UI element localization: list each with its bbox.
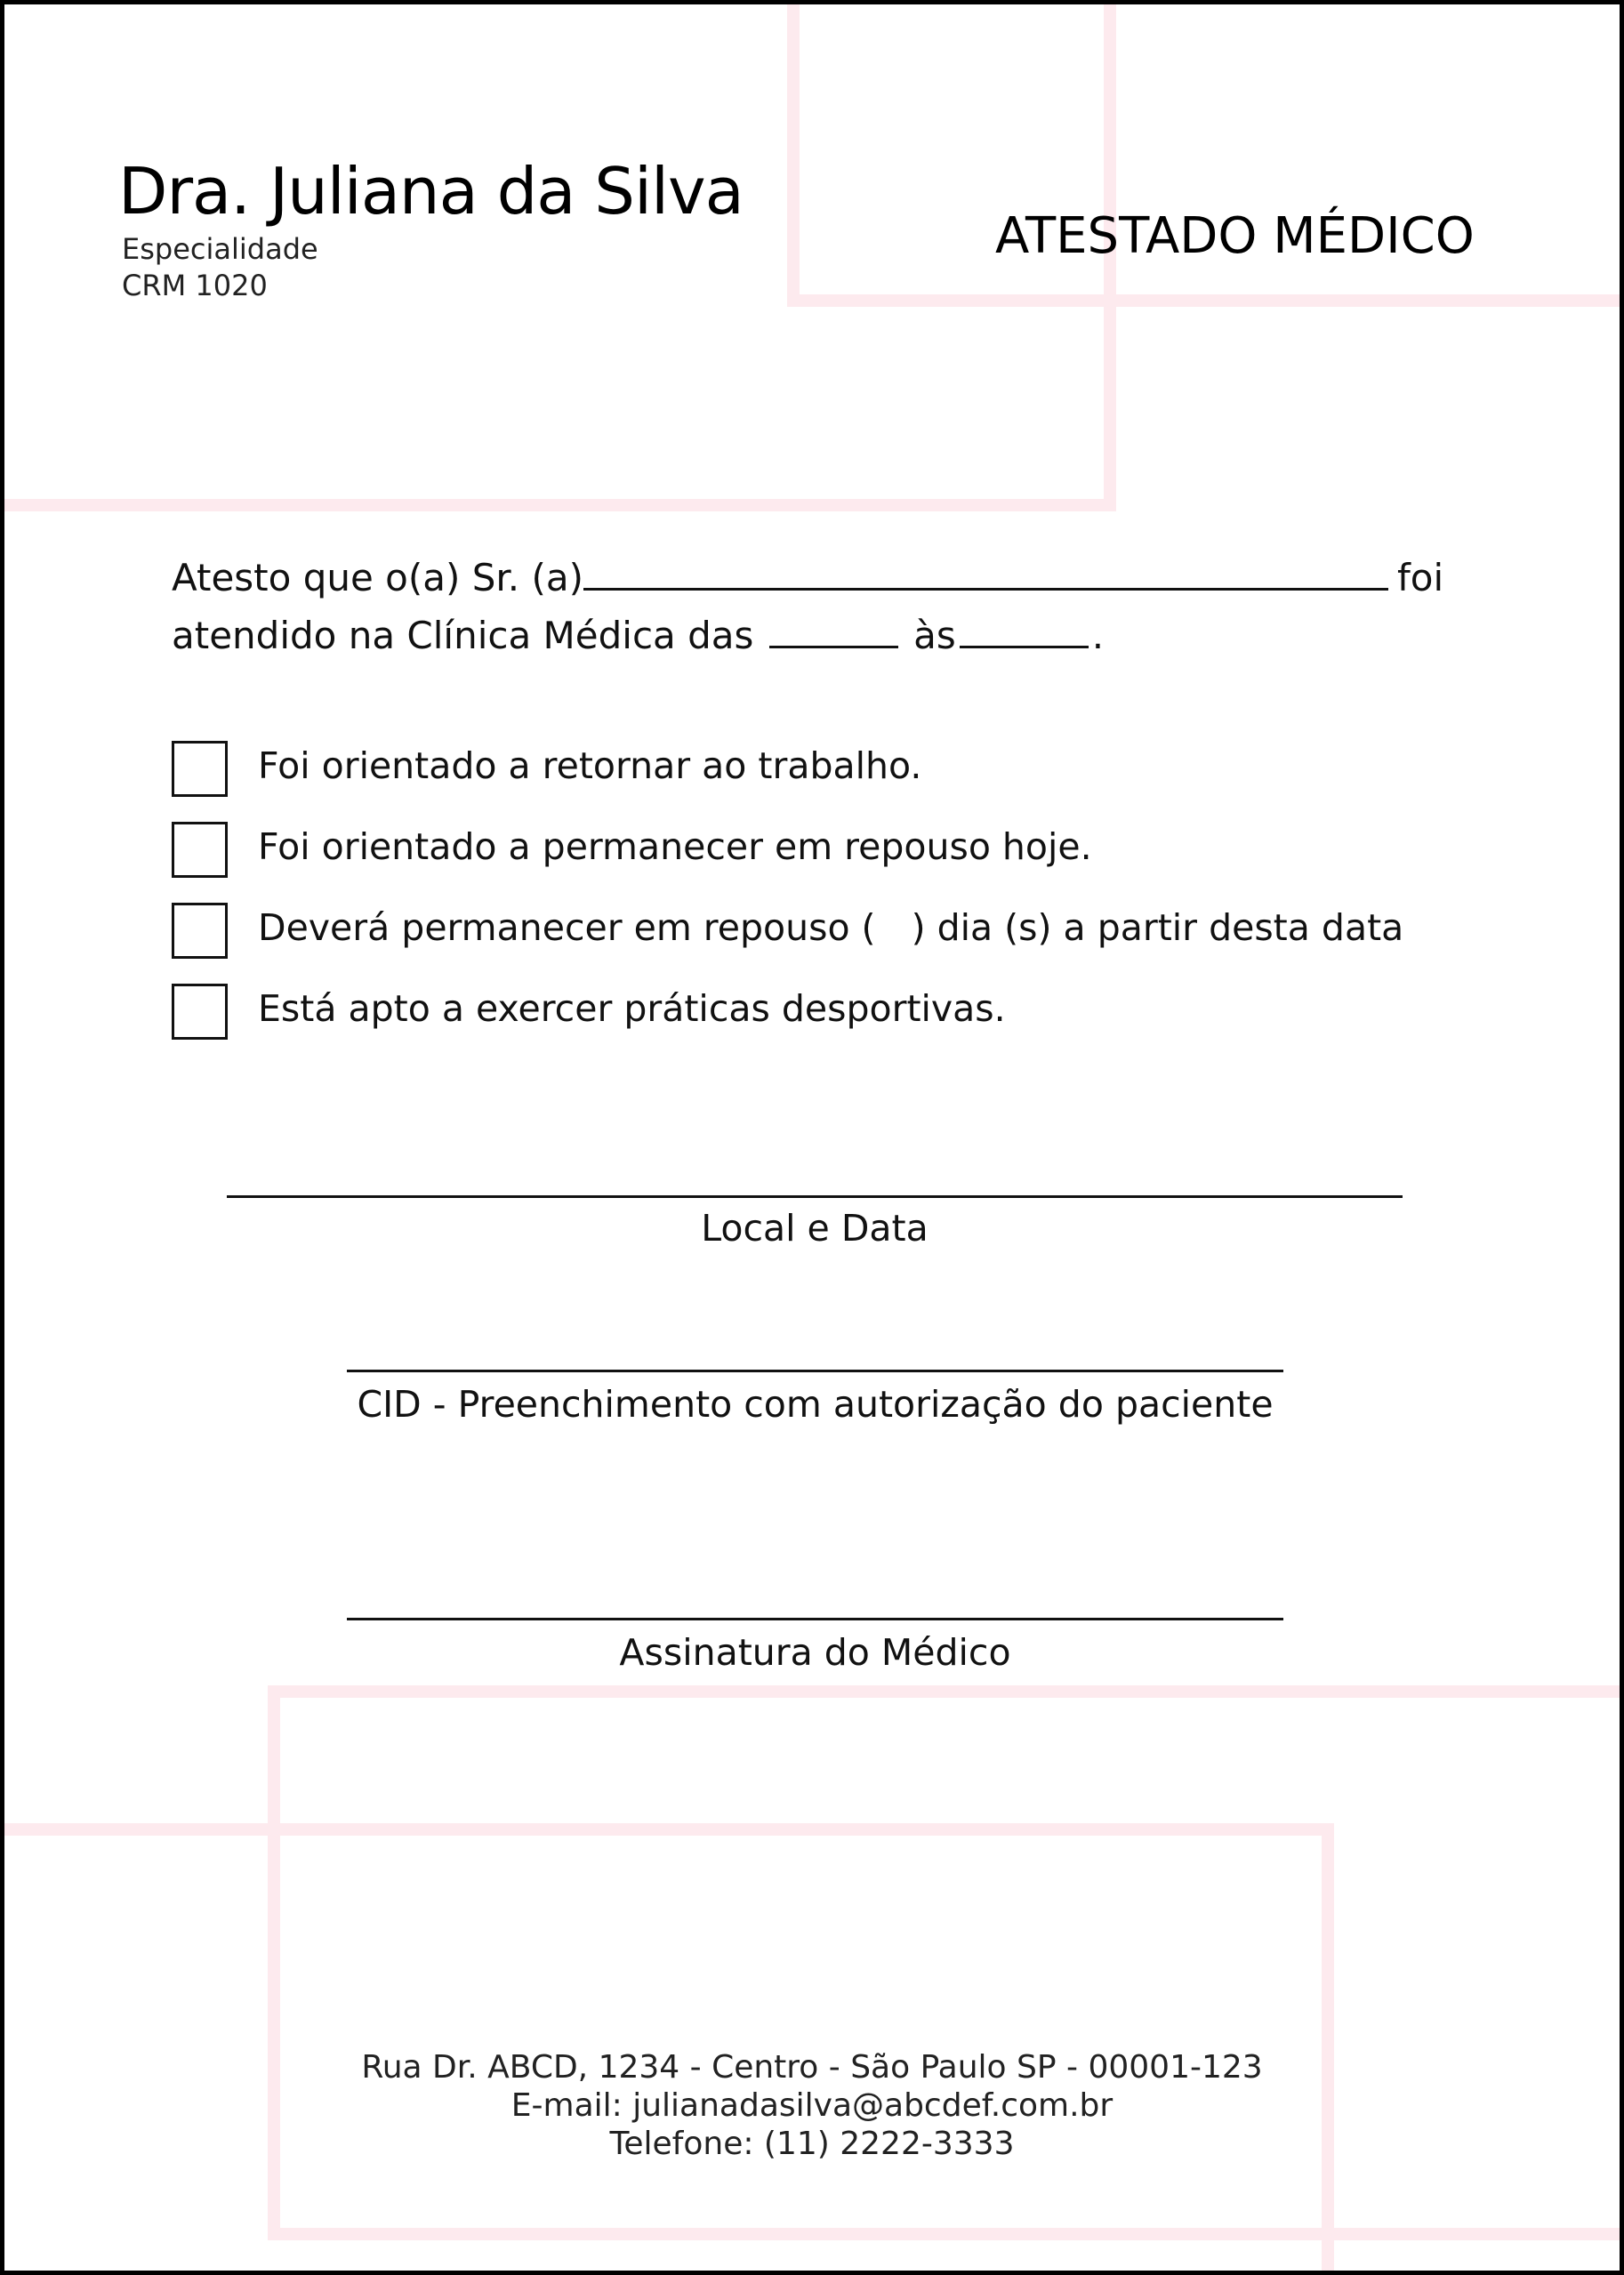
local-date-line[interactable] [227,1195,1403,1198]
statement-text: foi [1397,556,1444,599]
footer-contact [4,2048,1620,2163]
end-time-field[interactable] [960,607,1089,648]
statement-text: . [1091,614,1105,657]
checkbox[interactable] [172,741,228,797]
document-title: ATESTADO MÉDICO [995,207,1475,265]
cid-line[interactable] [347,1370,1283,1372]
checkbox[interactable] [172,984,228,1040]
option-label: Foi orientado a permanecer em repouso hoje. [258,825,1092,868]
option-label [258,906,1403,949]
option-label: Foi orientado a retornar ao trabalho. [258,744,922,787]
statement-line-1 [172,549,1443,607]
footer-phone: Telefone: (11) 2222-3333 [609,2126,1015,2162]
option-label-after: ) dia (s) a partir desta data [911,906,1404,949]
signature-label: Assinatura do Médico [619,1631,1011,1674]
statement-text: Atesto que o(a) Sr. (a) [172,556,584,599]
statement-line-2 [172,607,1443,664]
statement-text: às [913,614,956,657]
doctor-name: Dra. Juliana da Silva [118,154,744,229]
checkbox[interactable] [172,822,228,878]
patient-name-field[interactable] [583,549,1388,591]
start-time-field[interactable] [769,607,898,648]
statement-text: atendido na Clínica Médica das [172,614,754,657]
local-date-label: Local e Data [701,1207,929,1250]
doctor-specialty: Especialidade [122,232,318,266]
checkbox[interactable] [172,903,228,959]
footer-email: E-mail: julianadasilva@abcdef.com.br [511,2087,1113,2124]
attestation-statement [172,549,1443,664]
signature-line[interactable] [347,1618,1283,1620]
doctor-crm: CRM 1020 [122,269,268,302]
cid-label: CID - Preenchimento com autorização do paciente [357,1383,1274,1426]
option-label-before: Deverá permanecer em repouso ( [258,906,876,949]
option-label: Está apto a exercer práticas desportivas. [258,987,1006,1030]
footer-address: Rua Dr. ABCD, 1234 - Centro - São Paulo SP - 00001-123 [361,2049,1263,2086]
